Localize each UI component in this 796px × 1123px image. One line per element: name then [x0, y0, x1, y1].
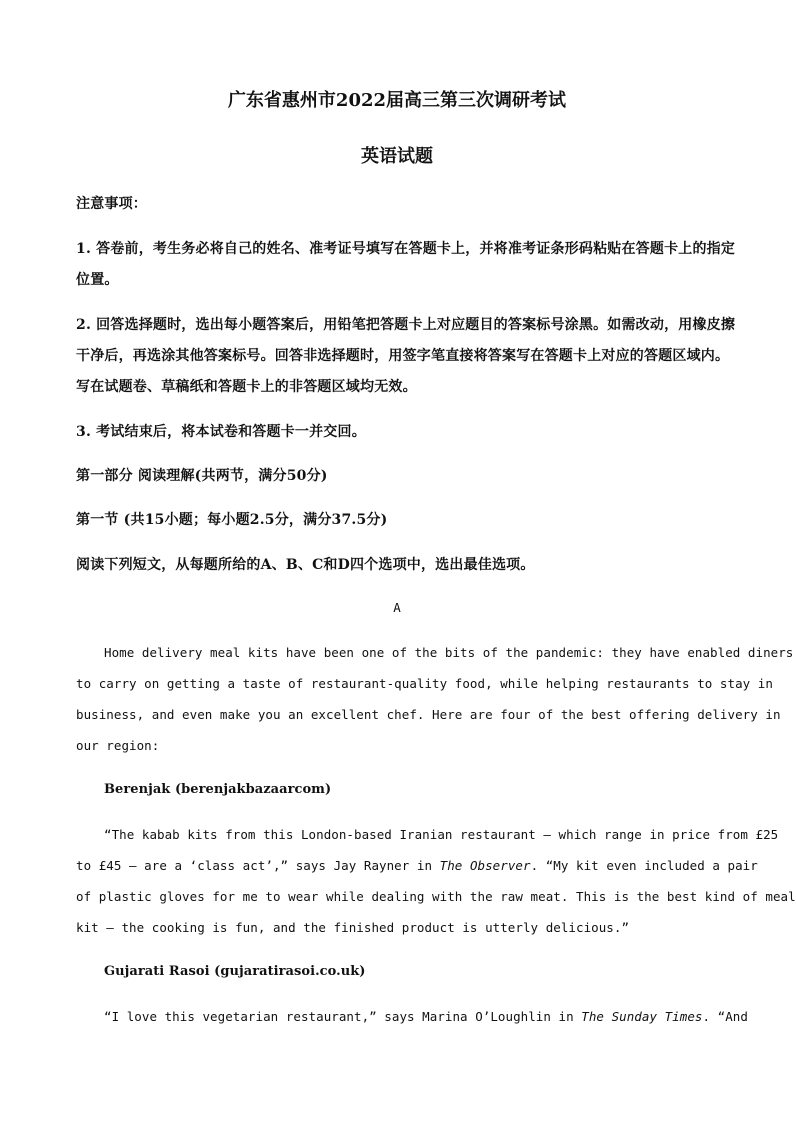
- notice-heading: 注意事项：: [76, 196, 147, 212]
- section-1-heading: 第一节 (共15小题；每小题2.5分，满分37.5分): [76, 512, 388, 528]
- subject-title: 英语试题: [361, 146, 433, 167]
- item-2-title: Gujarati Rasoi (gujaratirasoi.co.uk): [104, 964, 366, 979]
- item-1-publication: The Observer: [439, 858, 531, 873]
- item-1-line-2-text-a: to £45 — are a ‘class act’,” says Jay Rayner in: [76, 858, 440, 873]
- passage-intro-line-3: business, and even make you an excellent chef. Here are four of the best offering delivery in: [76, 707, 781, 722]
- notice-item-2-line-1: 2. 回答选择题时，选出每小题答案后，用铅笔把答题卡上对应题目的答案标号涂黑。如需改动，用橡皮擦: [76, 317, 736, 333]
- passage-intro-line-4: our region:: [76, 738, 160, 753]
- notice-item-2-line-3: 写在试题卷、草稿纸和答题卡上的非答题区域均无效。: [76, 379, 417, 395]
- part-1-heading: 第一部分 阅读理解(共两节，满分50分): [76, 468, 328, 484]
- item-2-line-1-text-a: “I love this vegetarian restaurant,” says Marina O’Loughlin in: [104, 1009, 582, 1024]
- item-1-line-3: of plastic gloves for me to wear while dealing with the raw meat. This is the best kind of meal: [76, 889, 796, 904]
- item-1-line-4: kit — the cooking is fun, and the finished product is utterly delicious.”: [76, 920, 630, 935]
- item-1-line-1: “The kabab kits from this London-based Iranian restaurant — which range in price from £25: [104, 827, 779, 842]
- item-1-line-2-text-b: . “My kit even included a pair: [530, 858, 758, 873]
- notice-item-1-line-1: 1. 答卷前，考生务必将自己的姓名、准考证号填写在答题卡上，并将准考证条形码粘贴在答题卡上的指定: [76, 241, 736, 257]
- passage-intro-line-2: to carry on getting a taste of restaurant-quality food, while helping restaurants to stay in: [76, 676, 773, 691]
- item-2-line-1-text-b: . “And: [702, 1009, 748, 1024]
- item-2-publication: The Sunday Times: [581, 1009, 703, 1024]
- notice-item-2-line-2: 干净后，再选涂其他答案标号。回答非选择题时，用签字笔直接将答案写在答题卡上对应的答题区域内。: [76, 348, 730, 364]
- passage-intro-line-1: Home delivery meal kits have been one of the bits of the pandemic: they have enabled diners: [104, 645, 794, 660]
- item-1-title: Berenjak (berenjakbazaarcom): [104, 782, 332, 797]
- item-2-line-1: [104, 1009, 748, 1024]
- passage-label: A: [393, 600, 401, 615]
- item-1-line-2: [76, 858, 758, 873]
- exam-title: 广东省惠州市2022届高三第三次调研考试: [227, 90, 567, 111]
- section-instruction: 阅读下列短文，从每题所给的A、B、C和D四个选项中，选出最佳选项。: [76, 557, 535, 573]
- notice-item-3: 3. 考试结束后，将本试卷和答题卡一并交回。: [76, 424, 366, 440]
- notice-item-1-line-2: 位置。: [76, 272, 119, 288]
